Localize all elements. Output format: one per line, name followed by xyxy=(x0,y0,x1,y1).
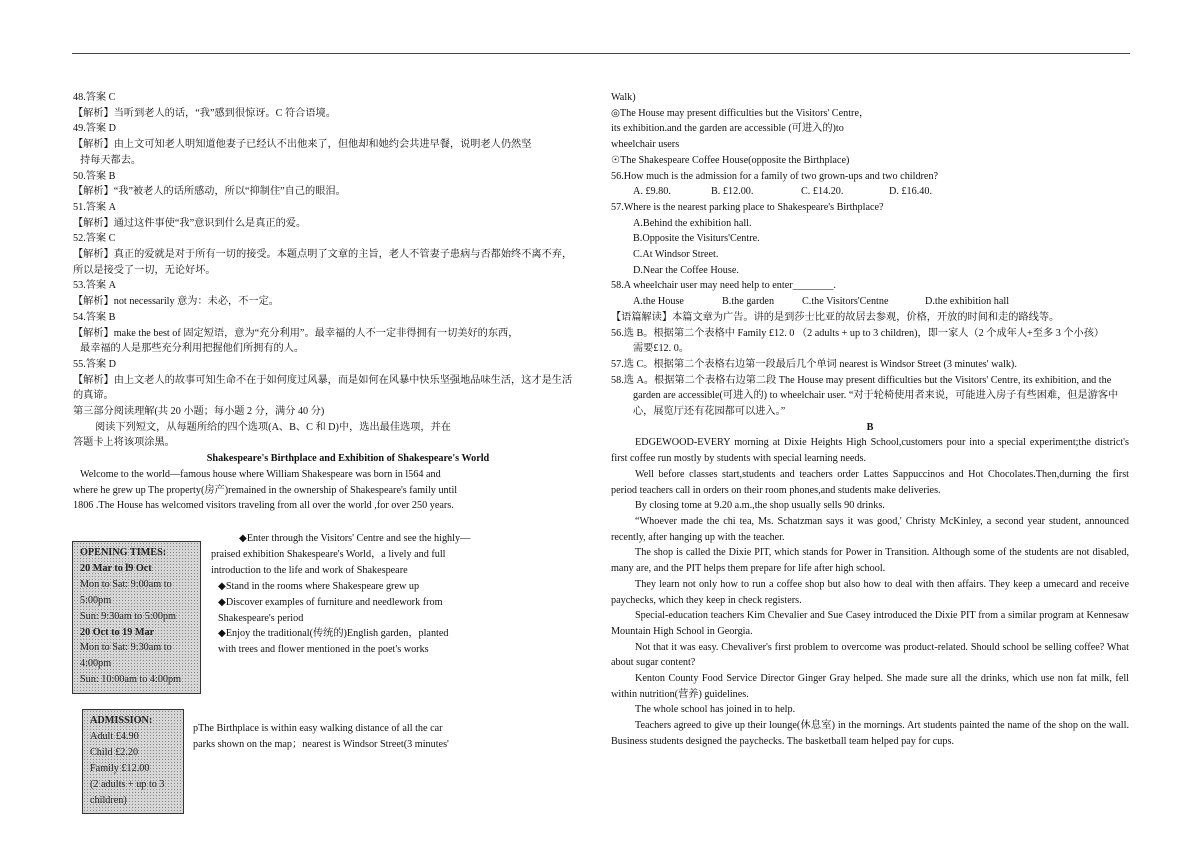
accessibility-line-2: its exhibition.and the garden are accessible (可进入的)to xyxy=(611,123,844,135)
answer-50: 50.答案 B xyxy=(73,170,116,182)
opening-p2-weekday-end: 4:00pm xyxy=(80,658,112,670)
coffee-house-line: ☉The Shakespeare Coffee House(opposite the Birthplace) xyxy=(611,154,850,166)
solution-57: 57.选 C。根据第二个表格右边第一段最后几个单词 nearest is Windsor Street (3 minutes' walk). xyxy=(611,358,1017,370)
passage-a-intro-1: Welcome to the world—famous house where William Shakespeare was born in l564 and xyxy=(80,468,441,480)
opening-period-1: 20 Mar to l9 Oct xyxy=(80,562,152,574)
passage-a-summary: 【语篇解读】本篇文章为广告。讲的是到莎士比亚的故居去参观，价格，开放的时间和走的路线等。 xyxy=(611,311,1060,323)
solution-56: 56.选 B。根据第二个表格中 Family £12. 0 （2 adults + up to 3 children)，即一家人（2 个成年人+至多 3 个小孩） xyxy=(611,327,1105,339)
opening-p1-sunday: Sun: 9:30am to 5:00pm xyxy=(80,610,176,622)
q57-option-a: A.Behind the exhibition hall. xyxy=(633,217,752,229)
admission-note: (2 adults + up to 3 xyxy=(90,778,165,790)
q56-option-c: C. £14.20. xyxy=(801,186,844,198)
answer-55: 55.答案 D xyxy=(73,358,117,370)
passage-b-paragraph-4: “Whoever made the chi tea, Ms. Schatzman says it was good,' Christy McKinley, a second year student, announced recently, after hanging up with the teacher. xyxy=(611,515,1129,543)
feature-4-cont: with trees and flower mentioned in the poet's works xyxy=(218,644,429,656)
header-rule xyxy=(72,53,1130,54)
q58-option-b: B.the garden xyxy=(722,296,775,308)
opening-times-box xyxy=(72,541,201,694)
q56-option-b: B. £12.00. xyxy=(711,186,754,198)
q57-option-d: D.Near the Coffee House. xyxy=(633,264,739,276)
q56-option-d: D. £16.40. xyxy=(889,186,933,198)
opening-p2-sunday: Sun: 10:00am to 4:00pm xyxy=(80,674,182,686)
opening-times-heading: OPENING TIMES: xyxy=(80,547,167,558)
question-58-options xyxy=(611,294,1129,310)
opening-p1-weekday-end: 5:00pm xyxy=(80,594,112,606)
analysis-52-cont: 所以是接受了一切，无论好坏。 xyxy=(73,264,216,276)
analysis-48: 【解析】当听到老人的话，“我”感到很惊讶。C 符合语境。 xyxy=(73,107,336,119)
parking-info xyxy=(193,721,483,753)
analysis-49: 【解析】由上文可知老人明知道他妻子已经认不出他来了，但他却和她约会共进早餐，说明老人仍然坚 xyxy=(73,139,532,151)
admission-heading: ADMISSION: xyxy=(90,715,153,726)
q56-option-a: A. £9.80. xyxy=(633,186,671,198)
q58-option-d: D.the exhibition hall xyxy=(925,296,1010,308)
analysis-49-cont: 持每天都去。 xyxy=(80,154,142,166)
passage-a-intro-3: 1806 .The House has welcomed visitors traveling from all over the world ,for over 250 years. xyxy=(73,500,454,512)
q58-option-a: A.the House xyxy=(633,296,684,308)
parking-line-1: pThe Birthplace is within easy walking distance of all the car xyxy=(193,723,443,734)
analysis-55-cont: 的真谛。 xyxy=(73,390,114,402)
feature-1-cont-2: introduction to the life and work of Shakespeare xyxy=(211,564,408,576)
passage-b-paragraph-6: They learn not only how to run a coffee shop but also how to deal with then affairs. They keep a umecard and receive paychecks, which they keep in check registers. xyxy=(611,578,1129,606)
passage-a-title: Shakespeare's Birthplace and Exhibition of Shakespeare's World xyxy=(206,453,490,465)
parking-line-3: Walk) xyxy=(611,92,636,103)
solution-56-cont: 需要£12. 0。 xyxy=(633,343,690,355)
analysis-50: 【解析】“我”被老人的话所感动，所以“抑制住”自己的眼泪。 xyxy=(73,186,346,198)
question-58: 58.A wheelchair user may need help to enter________. xyxy=(611,280,836,292)
admission-child: Child £2.20 xyxy=(90,746,139,758)
passage-b-paragraph-7: Special-education teachers Kim Chevalier and Sue Casey introduced the Dixie PIT from a similar program at Kennesaw Mountain High School in Georgia. xyxy=(611,610,1129,637)
passage-b-paragraph-3: By closing tome at 9.20 a.m.,the shop usually sells 90 drinks. xyxy=(635,500,885,512)
opening-p1-weekday: Mon to Sat: 9:00am to xyxy=(80,578,172,590)
accessibility-line-3: wheelchair users xyxy=(611,139,680,151)
feature-2: ◆Stand in the rooms where Shakespeare grew up xyxy=(218,580,420,592)
parking-line-2: parks shown on the map；nearest is Windsor Street(3 minutes' xyxy=(193,738,449,750)
analysis-55: 【解析】由上文老人的故事可知生命不在于如何度过风暴，而是如何在风暴中快乐坚强地品味生活，这才是生活 xyxy=(73,374,573,386)
opening-p2-weekday: Mon to Sat: 9:30am to xyxy=(80,642,172,654)
section-three-heading: 第三部分阅读理解(共 20 小题；每小题 2 分，满分 40 分) xyxy=(73,406,325,418)
feature-3-cont: Shakespeare's period xyxy=(218,612,304,624)
section-three-instructions-cont: 答题卡上将该项涂黑。 xyxy=(73,437,175,449)
answer-49: 49.答案 D xyxy=(73,123,117,135)
features-list xyxy=(211,531,476,658)
admission-note-cont: children) xyxy=(90,794,127,806)
feature-4: ◆Enjoy the traditional(传统的)English garden，planted xyxy=(218,628,449,640)
q57-option-b: B.Opposite the Visiturs'Centre. xyxy=(633,233,760,245)
admission-family: Family £12.00 xyxy=(90,762,150,774)
passage-b-paragraph-1: EDGEWOOD-EVERY morning at Dixie Heights High School,customers pour into a special experiment;the district's first coffee run mostly by students with special learning needs. xyxy=(611,437,1129,465)
left-column xyxy=(73,90,593,514)
question-56: 56.How much is the admission for a family of two grown-ups and two children? xyxy=(611,170,939,182)
passage-b-paragraph-11: Teachers agreed to give up their lounge(休息室) in the mornings. Art students painted the name of the shop on the wall. Business students designed the paychecks. The basketball team helped pay for cups. xyxy=(611,720,1129,747)
right-column xyxy=(611,90,1129,750)
feature-1-cont: praised exhibition Shakespeare's World，a lively and full xyxy=(211,548,446,560)
q58-option-c: C.the Visitors'Centne xyxy=(802,296,889,308)
question-56-options xyxy=(611,184,1129,200)
feature-3: ◆Discover examples of furniture and needlework from xyxy=(218,596,443,608)
accessibility-line-1: ◎The House may present difficulties but the Visitors' Centre， xyxy=(611,107,870,119)
passage-b-paragraph-10: The whole school has joined in to help. xyxy=(635,704,796,716)
passage-b-paragraph-5: The shop is called the Dixie PIT, which stands for Power in Transition. Although some of the students are not disabled, many are, and the PIT helps them prepare for life after high school. xyxy=(611,547,1129,575)
section-b-heading: B xyxy=(866,421,874,433)
answer-52: 52.答案 C xyxy=(73,233,116,245)
opening-period-2: 20 Oct to 19 Mar xyxy=(80,626,155,638)
passage-b-paragraph-2: Well before classes start,students and teachers order Lattes Sappuccinos and Hot Chocolates.Then,durning the first period teachers call in orders on their room phones,and students make deliveries. xyxy=(611,468,1129,496)
admission-box xyxy=(82,709,184,814)
answer-53: 53.答案 A xyxy=(73,280,117,292)
solution-58: 58.选 A。根据第二个表格右边第二段 The House may present difficulties but the Visitors' Centre, its exhibition, and the xyxy=(611,374,1112,386)
answer-51: 51.答案 A xyxy=(73,201,117,213)
solution-58-cont-2: 心，展览厅还有花园都可以进入。” xyxy=(633,406,786,418)
feature-1: ◆Enter through the Visitors' Centre and see the highly— xyxy=(239,533,471,544)
passage-a-intro-2: where he grew up The property(房产)remained in the ownership of Shakespeare's family until xyxy=(73,484,458,496)
q57-option-c: C.At Windsor Street. xyxy=(633,249,719,261)
answer-48: 48.答案 C xyxy=(73,92,116,103)
answer-54: 54.答案 B xyxy=(73,311,116,323)
section-three-instructions: 阅读下列短文，从每题所给的四个选项(A、B、C 和 D)中，选出最佳选项，并在 xyxy=(95,421,451,433)
question-57: 57.Where is the nearest parking place to Shakespeare's Birthplace? xyxy=(611,201,884,213)
analysis-54: 【解析】make the best of 固定短语，意为“充分利用”。最幸福的人不一定非得拥有一切美好的东西， xyxy=(73,327,519,339)
analysis-52: 【解析】真正的爱就是对于所有一切的接受。本题点明了文章的主旨，老人不管妻子患病与否都始终不离不弃， xyxy=(73,249,573,261)
passage-b-paragraph-8: Not that it was easy. Chevaliver's first problem to overcome was product-related. Should school be selling coffee? What about sugar content? xyxy=(611,641,1129,669)
solution-58-cont: garden are accessible(可进入的) to wheelchair user. “对于轮椅使用者来说，可能进入房子有些困难，但是游客中 xyxy=(633,390,1119,402)
analysis-53: 【解析】not necessarily 意为：未必，不一定。 xyxy=(73,296,279,308)
analysis-54-cont: 最幸福的人是那些充分利用把握他们所拥有的人。 xyxy=(80,343,305,355)
analysis-51: 【解析】通过这件事使“我”意识到什么是真正的爱。 xyxy=(73,217,307,229)
admission-adult: Adult £4.90 xyxy=(90,730,139,742)
passage-b-paragraph-9: Kenton County Food Service Director Ginger Gray helped. She made sure all the drinks, which use non fat milk, fell within nutrition(营养) guidelines. xyxy=(611,673,1129,700)
